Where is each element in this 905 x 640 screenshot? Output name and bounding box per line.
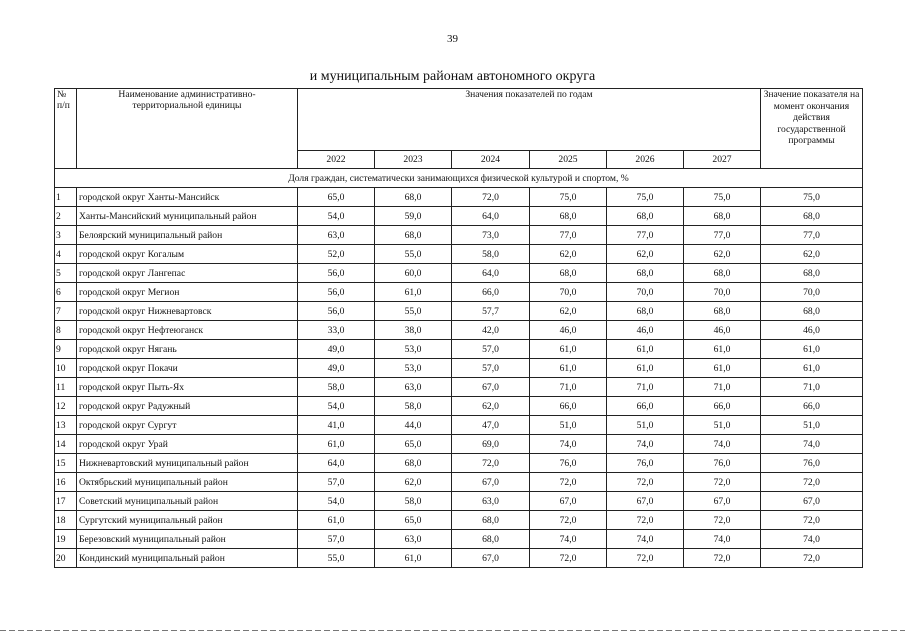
year-value: 68,0	[684, 264, 761, 283]
row-number: 8	[55, 321, 77, 340]
row-number: 20	[55, 549, 77, 568]
year-value: 76,0	[530, 454, 607, 473]
header-values-by-year: Значения показателей по годам	[298, 89, 761, 151]
year-value: 63,0	[375, 378, 452, 397]
year-value: 70,0	[530, 283, 607, 302]
section-row	[55, 169, 863, 188]
year-value: 72,0	[607, 511, 684, 530]
table-row	[55, 435, 863, 454]
final-value: 66,0	[761, 397, 863, 416]
year-value: 75,0	[607, 188, 684, 207]
row-number: 5	[55, 264, 77, 283]
year-value: 72,0	[607, 549, 684, 568]
year-value: 46,0	[607, 321, 684, 340]
year-value: 49,0	[298, 340, 375, 359]
header-year: 2023	[375, 151, 452, 169]
table-row	[55, 359, 863, 378]
table-row	[55, 530, 863, 549]
final-value: 71,0	[761, 378, 863, 397]
year-value: 56,0	[298, 302, 375, 321]
territory-name: Березовский муниципальный район	[77, 530, 298, 549]
year-value: 77,0	[530, 226, 607, 245]
year-value: 61,0	[375, 283, 452, 302]
year-value: 51,0	[530, 416, 607, 435]
year-value: 74,0	[607, 435, 684, 454]
final-value: 75,0	[761, 188, 863, 207]
year-value: 67,0	[452, 473, 530, 492]
year-value: 57,0	[452, 359, 530, 378]
final-value: 67,0	[761, 492, 863, 511]
year-value: 64,0	[452, 264, 530, 283]
final-value: 46,0	[761, 321, 863, 340]
year-value: 68,0	[607, 207, 684, 226]
year-value: 56,0	[298, 283, 375, 302]
row-number: 2	[55, 207, 77, 226]
territory-name: городской округ Нижневартовск	[77, 302, 298, 321]
year-value: 59,0	[375, 207, 452, 226]
territory-name: городской округ Лангепас	[77, 264, 298, 283]
territory-name: Ханты-Мансийский муниципальный район	[77, 207, 298, 226]
year-value: 53,0	[375, 340, 452, 359]
territory-name: Белоярский муниципальный район	[77, 226, 298, 245]
year-value: 66,0	[607, 397, 684, 416]
header-year: 2026	[607, 151, 684, 169]
territory-name: городской округ Когалым	[77, 245, 298, 264]
table-row	[55, 245, 863, 264]
year-value: 55,0	[375, 302, 452, 321]
year-value: 66,0	[684, 397, 761, 416]
year-value: 71,0	[684, 378, 761, 397]
table-row	[55, 473, 863, 492]
territory-name: Нижневартовский муниципальный район	[77, 454, 298, 473]
territory-name: городской округ Ханты-Мансийск	[77, 188, 298, 207]
table-row	[55, 321, 863, 340]
year-value: 61,0	[530, 340, 607, 359]
section-title: Доля граждан, систематически занимающихся физической культурой и спортом, %	[55, 169, 863, 188]
year-value: 51,0	[607, 416, 684, 435]
year-value: 67,0	[530, 492, 607, 511]
year-value: 73,0	[452, 226, 530, 245]
year-value: 64,0	[452, 207, 530, 226]
row-number: 6	[55, 283, 77, 302]
year-value: 75,0	[530, 188, 607, 207]
year-value: 60,0	[375, 264, 452, 283]
year-value: 47,0	[452, 416, 530, 435]
year-value: 66,0	[530, 397, 607, 416]
year-value: 69,0	[452, 435, 530, 454]
year-value: 67,0	[607, 492, 684, 511]
header-year: 2022	[298, 151, 375, 169]
table-row	[55, 416, 863, 435]
row-number: 15	[55, 454, 77, 473]
header-name	[77, 89, 298, 169]
final-value: 72,0	[761, 549, 863, 568]
year-value: 54,0	[298, 492, 375, 511]
header-row	[55, 89, 863, 151]
year-value: 68,0	[607, 302, 684, 321]
year-value: 62,0	[530, 302, 607, 321]
year-value: 55,0	[375, 245, 452, 264]
year-value: 72,0	[452, 188, 530, 207]
final-value: 74,0	[761, 530, 863, 549]
year-value: 72,0	[684, 473, 761, 492]
indicator-table	[54, 88, 863, 568]
row-number: 17	[55, 492, 77, 511]
page-bottom-edge	[0, 630, 905, 631]
row-number: 10	[55, 359, 77, 378]
year-value: 77,0	[607, 226, 684, 245]
row-number: 3	[55, 226, 77, 245]
year-value: 61,0	[607, 340, 684, 359]
table-row	[55, 549, 863, 568]
table-row	[55, 188, 863, 207]
table-row	[55, 378, 863, 397]
territory-name: городской округ Нефтеюганск	[77, 321, 298, 340]
territory-name: городской округ Урай	[77, 435, 298, 454]
final-value: 68,0	[761, 207, 863, 226]
year-value: 44,0	[375, 416, 452, 435]
row-number: 4	[55, 245, 77, 264]
year-value: 70,0	[607, 283, 684, 302]
header-num-text: № п/п	[57, 89, 70, 111]
year-value: 62,0	[375, 473, 452, 492]
row-number: 12	[55, 397, 77, 416]
year-value: 61,0	[607, 359, 684, 378]
year-value: 61,0	[530, 359, 607, 378]
year-value: 53,0	[375, 359, 452, 378]
year-value: 62,0	[452, 397, 530, 416]
table-row	[55, 283, 863, 302]
table-row	[55, 302, 863, 321]
year-value: 61,0	[298, 435, 375, 454]
row-number: 1	[55, 188, 77, 207]
table-heading: и муниципальным районам автономного округа	[309, 69, 596, 84]
year-value: 74,0	[684, 435, 761, 454]
territory-name: городской округ Покачи	[77, 359, 298, 378]
year-value: 68,0	[452, 511, 530, 530]
year-value: 63,0	[375, 530, 452, 549]
final-value: 68,0	[761, 264, 863, 283]
year-value: 68,0	[452, 530, 530, 549]
year-value: 68,0	[375, 226, 452, 245]
territory-name: городской округ Сургут	[77, 416, 298, 435]
final-value: 76,0	[761, 454, 863, 473]
year-value: 61,0	[684, 359, 761, 378]
year-value: 68,0	[375, 454, 452, 473]
territory-name: городской округ Радужный	[77, 397, 298, 416]
table-row	[55, 264, 863, 283]
final-value: 72,0	[761, 511, 863, 530]
territory-name: Сургутский муниципальный район	[77, 511, 298, 530]
table-row	[55, 511, 863, 530]
year-value: 55,0	[298, 549, 375, 568]
year-value: 58,0	[375, 492, 452, 511]
year-value: 68,0	[530, 207, 607, 226]
table-row	[55, 492, 863, 511]
final-value: 61,0	[761, 359, 863, 378]
year-value: 49,0	[298, 359, 375, 378]
year-value: 61,0	[684, 340, 761, 359]
year-value: 58,0	[298, 378, 375, 397]
year-value: 72,0	[452, 454, 530, 473]
year-value: 75,0	[684, 188, 761, 207]
header-name-text: Наименование административно- территориальной единицы	[118, 89, 256, 111]
year-value: 57,7	[452, 302, 530, 321]
year-value: 33,0	[298, 321, 375, 340]
year-value: 41,0	[298, 416, 375, 435]
header-year: 2027	[684, 151, 761, 169]
year-value: 62,0	[684, 245, 761, 264]
year-value: 67,0	[684, 492, 761, 511]
territory-name: городской округ Пыть-Ях	[77, 378, 298, 397]
final-value: 51,0	[761, 416, 863, 435]
header-final-value: Значение показателя на момент окончания действия государственной программы	[761, 89, 863, 169]
row-number: 18	[55, 511, 77, 530]
year-value: 42,0	[452, 321, 530, 340]
year-value: 76,0	[684, 454, 761, 473]
year-value: 63,0	[452, 492, 530, 511]
territory-name: Октябрьский муниципальный район	[77, 473, 298, 492]
year-value: 54,0	[298, 397, 375, 416]
row-number: 9	[55, 340, 77, 359]
year-value: 54,0	[298, 207, 375, 226]
year-value: 74,0	[530, 530, 607, 549]
header-year: 2024	[452, 151, 530, 169]
year-value: 72,0	[530, 473, 607, 492]
row-number: 13	[55, 416, 77, 435]
table-row	[55, 226, 863, 245]
row-number: 14	[55, 435, 77, 454]
header-num	[55, 89, 77, 169]
table-row	[55, 397, 863, 416]
year-value: 66,0	[452, 283, 530, 302]
final-value: 74,0	[761, 435, 863, 454]
final-value: 68,0	[761, 302, 863, 321]
final-value: 61,0	[761, 340, 863, 359]
year-value: 68,0	[684, 302, 761, 321]
year-value: 62,0	[607, 245, 684, 264]
final-value: 70,0	[761, 283, 863, 302]
row-number: 16	[55, 473, 77, 492]
year-value: 58,0	[375, 397, 452, 416]
year-value: 46,0	[684, 321, 761, 340]
year-value: 72,0	[684, 511, 761, 530]
year-value: 57,0	[298, 530, 375, 549]
territory-name: Кондинский муниципальный район	[77, 549, 298, 568]
year-value: 57,0	[452, 340, 530, 359]
final-value: 77,0	[761, 226, 863, 245]
year-value: 67,0	[452, 549, 530, 568]
year-value: 52,0	[298, 245, 375, 264]
year-value: 70,0	[684, 283, 761, 302]
year-value: 72,0	[607, 473, 684, 492]
table-row	[55, 207, 863, 226]
table-row	[55, 454, 863, 473]
year-value: 72,0	[684, 549, 761, 568]
year-value: 65,0	[375, 511, 452, 530]
year-value: 65,0	[298, 188, 375, 207]
year-value: 67,0	[452, 378, 530, 397]
row-number: 7	[55, 302, 77, 321]
year-value: 68,0	[375, 188, 452, 207]
territory-name: городской округ Нягань	[77, 340, 298, 359]
year-value: 46,0	[530, 321, 607, 340]
year-value: 62,0	[530, 245, 607, 264]
year-value: 51,0	[684, 416, 761, 435]
year-value: 74,0	[530, 435, 607, 454]
year-value: 58,0	[452, 245, 530, 264]
page-number: 39	[447, 33, 458, 45]
year-value: 71,0	[530, 378, 607, 397]
year-value: 61,0	[298, 511, 375, 530]
year-value: 68,0	[684, 207, 761, 226]
final-value: 62,0	[761, 245, 863, 264]
year-value: 71,0	[607, 378, 684, 397]
year-value: 72,0	[530, 549, 607, 568]
year-value: 74,0	[607, 530, 684, 549]
year-value: 38,0	[375, 321, 452, 340]
year-value: 76,0	[607, 454, 684, 473]
row-number: 11	[55, 378, 77, 397]
year-value: 72,0	[530, 511, 607, 530]
territory-name: Советский муниципальный район	[77, 492, 298, 511]
final-value: 72,0	[761, 473, 863, 492]
year-value: 63,0	[298, 226, 375, 245]
year-value: 56,0	[298, 264, 375, 283]
year-value: 74,0	[684, 530, 761, 549]
year-value: 68,0	[607, 264, 684, 283]
row-number: 19	[55, 530, 77, 549]
year-value: 57,0	[298, 473, 375, 492]
table-row	[55, 340, 863, 359]
year-value: 77,0	[684, 226, 761, 245]
year-value: 68,0	[530, 264, 607, 283]
territory-name: городской округ Мегион	[77, 283, 298, 302]
header-year: 2025	[530, 151, 607, 169]
year-value: 61,0	[375, 549, 452, 568]
year-value: 65,0	[375, 435, 452, 454]
year-value: 64,0	[298, 454, 375, 473]
